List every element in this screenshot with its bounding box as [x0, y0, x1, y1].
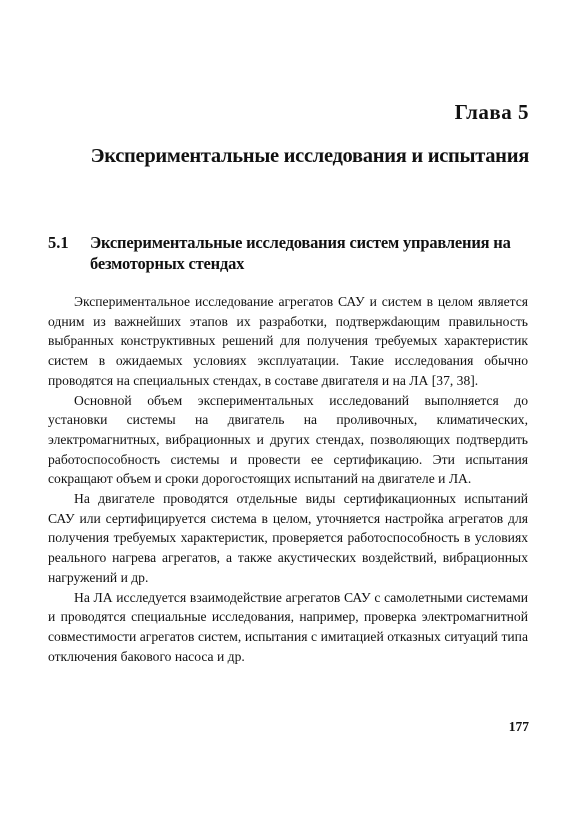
chapter-title: Экспериментальные исследования и испытания	[90, 145, 529, 167]
paragraph: На двигателе проводятся отдельные виды сертификационных испытаний САУ или сертифицируется система в целом, уточняется настройка агрегатов для получения требуемых характеристик, проверяется работоспособность в условиях реального нагрева агрегатов, а также акустических воздействий, вибрационных нагружений и др.	[48, 491, 528, 585]
section-number: 5.1	[48, 233, 69, 252]
paragraph: Основной объем экспериментальных исследований выполняется до установки системы на двигатель на проливочных, климатических, электромагнитных, вибрационных и других стендах, позволяющих подтвердить работоспособность системы и провести ее сертификацию. Эти испытания сокращают объем и сроки дорогостоящих испытаний на двигателе и ЛА.	[48, 392, 528, 487]
chapter-label: Глава 5	[454, 100, 529, 124]
paragraph: Экспериментальное исследование агрегатов САУ и систем в целом является одним из важнейших этапов их разработки, подтвержdающим правильность выбранных конструктивных решений для получения требуемых характеристик систем в ожидаемых условиях эксплуатации. Такие исследования обычно проводятся на специальных стендах, в составе двигателя и на ЛА [37, 38].	[48, 294, 528, 388]
body-text	[48, 292, 528, 666]
section-title: Экспериментальные исследования систем управления на безмоторных стендах	[90, 233, 511, 273]
section-heading	[48, 232, 528, 274]
paragraph: На ЛА исследуется взаимодействие агрегатов САУ с самолетными системами и проводятся специальные исследования, например, проверка электромагнитной совместимости агрегатов систем, испытания с имитацией отказных ситуаций типа отключения бакового насоса и др.	[48, 589, 528, 664]
page-number: 177	[508, 719, 529, 734]
